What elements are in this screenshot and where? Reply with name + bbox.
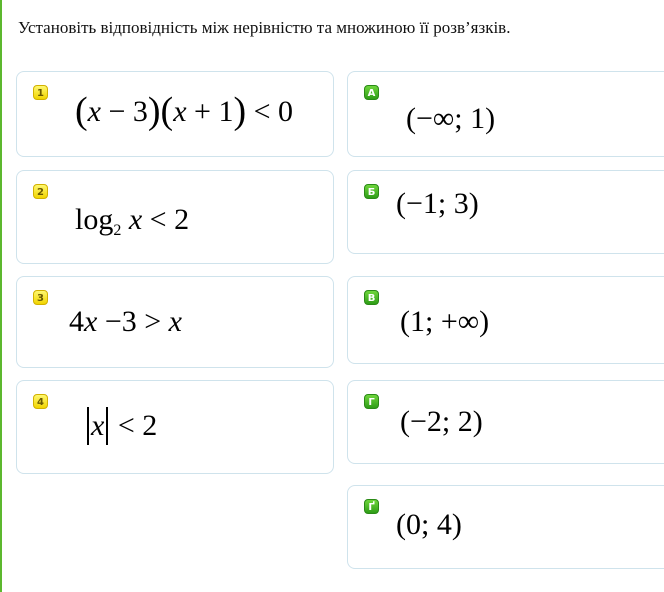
answer-card-a[interactable] [347,71,664,157]
badge-v: В [364,290,379,305]
inequality-card-4[interactable] [16,380,334,474]
answer-card-v[interactable] [347,276,664,364]
answer-v: (1; +∞) [400,305,490,338]
inequality-1: (x − 3)(x + 1) < 0 [75,90,294,132]
inequality-3: 4x −3 > x [69,305,182,338]
inequality-card-1[interactable] [16,71,334,157]
badge-4: 4 [33,394,48,409]
answer-card-g[interactable] [347,380,664,464]
answer-b: (−1; 3) [396,187,479,220]
inequality-card-2[interactable] [16,170,334,264]
inequality-2: $\log_2 x < 2$ [75,203,190,239]
badge-a: А [364,85,379,100]
badge-3: 3 [33,290,48,305]
badge-g2: Ґ [364,499,379,514]
answer-g2: (0; 4) [396,508,462,541]
badge-1: 1 [33,85,48,100]
badge-b: Б [364,184,379,199]
badge-2: 2 [33,184,48,199]
left-accent-border [0,0,2,592]
badge-g: Г [364,394,379,409]
answer-card-g2[interactable] [347,485,664,569]
inequality-4: x < 2 [85,407,157,445]
answer-card-b[interactable] [347,170,664,254]
inequality-card-3[interactable] [16,276,334,368]
answer-g: (−2; 2) [400,405,483,438]
question-text: Установіть відповідність між нерівністю та множиною її розв’язків. [18,18,511,37]
answer-a: (−∞; 1) [406,102,496,135]
